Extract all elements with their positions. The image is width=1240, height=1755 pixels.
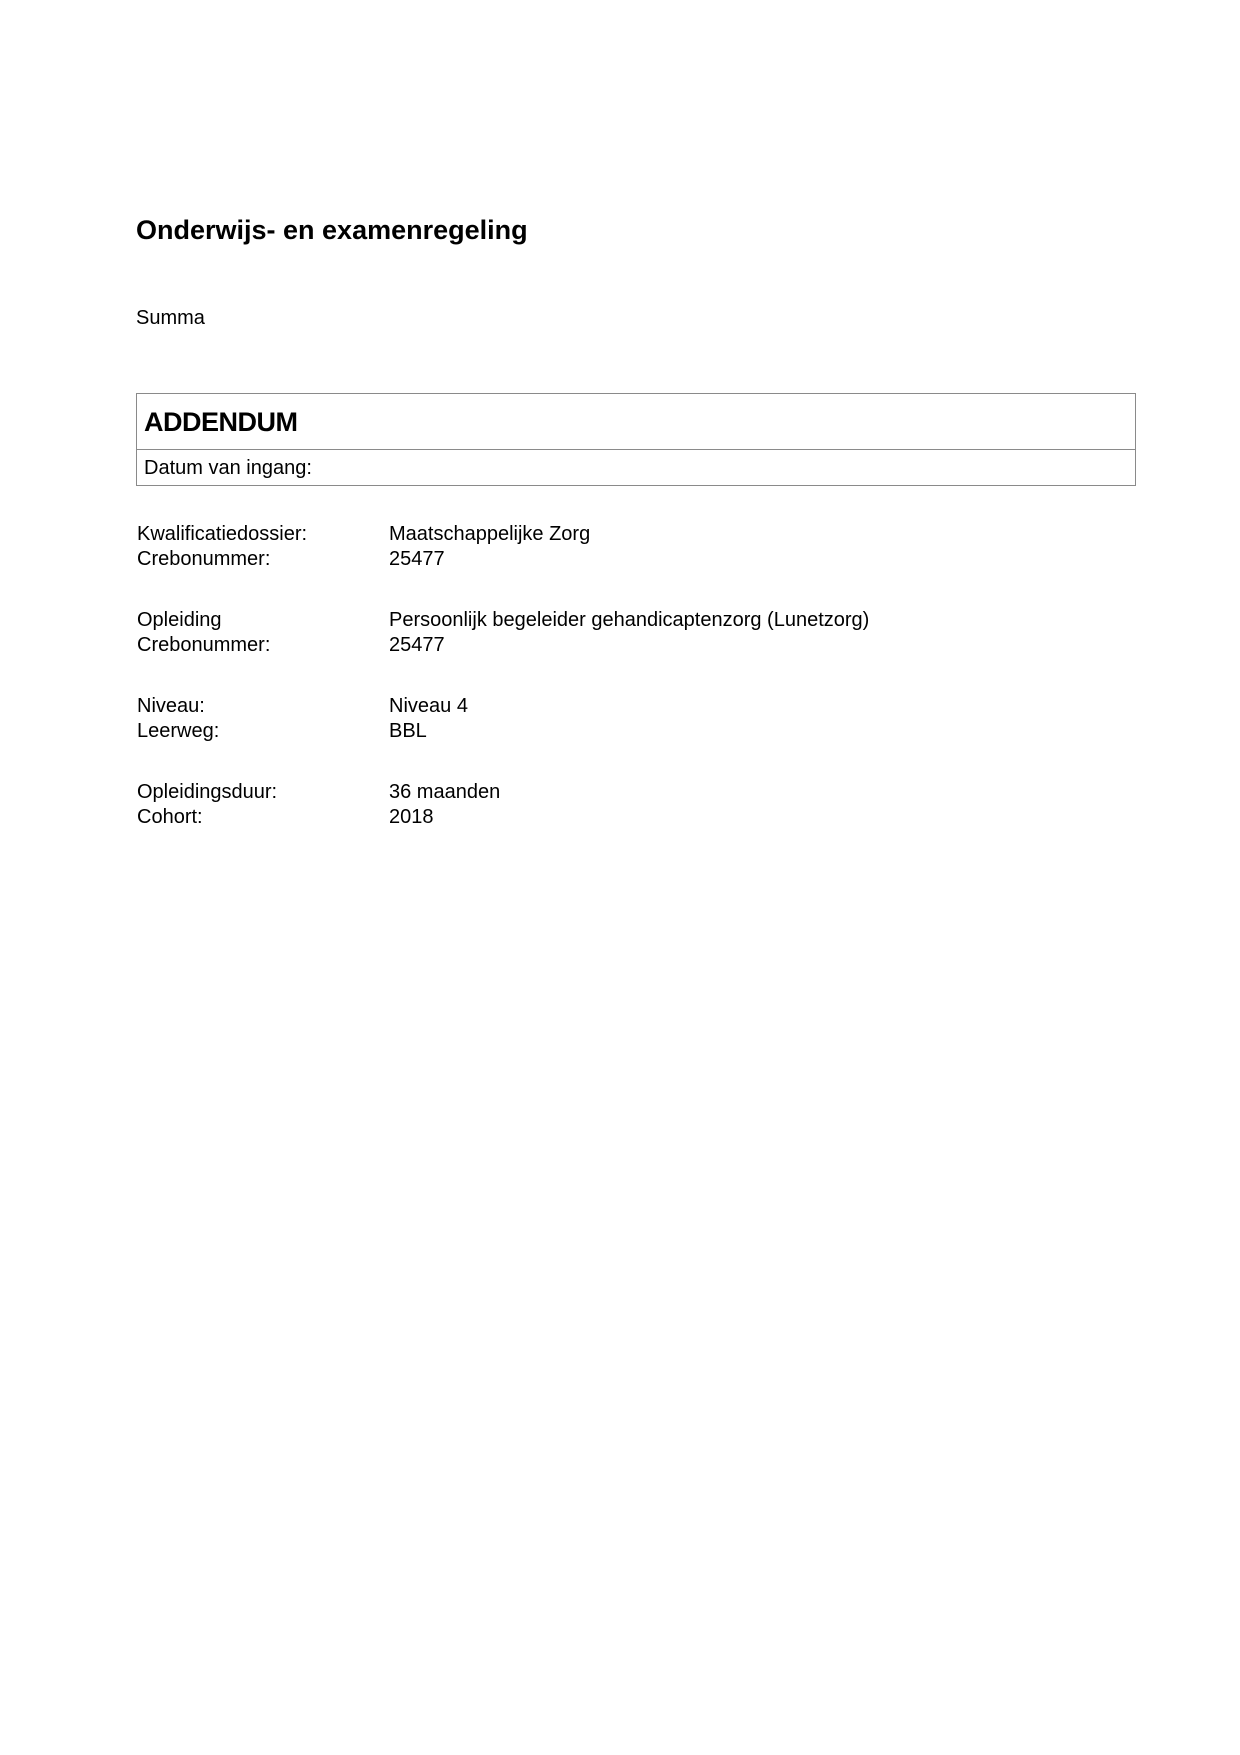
detail-value: 25477 xyxy=(389,548,445,570)
detail-row-kwalificatiedossier xyxy=(0,521,1240,547)
addendum-table xyxy=(136,393,1136,486)
detail-row-crebonummer-opleiding xyxy=(0,632,1240,658)
detail-row-leerweg xyxy=(0,718,1240,744)
organization-name: Summa xyxy=(136,307,205,329)
start-date-label: Datum van ingang: xyxy=(144,457,312,479)
detail-value: Maatschappelijke Zorg xyxy=(389,523,591,545)
detail-value: 36 maanden xyxy=(389,781,501,803)
addendum-title: ADDENDUM xyxy=(144,407,298,437)
detail-label: Niveau: xyxy=(137,695,205,717)
detail-value: 25477 xyxy=(389,634,445,656)
detail-label: Crebonummer: xyxy=(137,548,271,570)
detail-label: Opleidingsduur: xyxy=(137,781,278,803)
detail-row-opleidingsduur xyxy=(0,779,1240,805)
detail-label: Cohort: xyxy=(137,806,203,828)
detail-value: Niveau 4 xyxy=(389,695,468,717)
detail-value: 2018 xyxy=(389,806,434,828)
detail-label: Opleiding xyxy=(137,609,222,631)
detail-row-crebonummer-dossier xyxy=(0,546,1240,572)
detail-label: Leerweg: xyxy=(137,720,220,742)
detail-value: BBL xyxy=(389,720,427,742)
detail-row-opleiding xyxy=(0,607,1240,633)
detail-row-cohort xyxy=(0,804,1240,830)
addendum-header-cell xyxy=(137,394,1135,450)
detail-row-niveau xyxy=(0,693,1240,719)
addendum-date-cell xyxy=(137,450,1135,486)
detail-label: Crebonummer: xyxy=(137,634,271,656)
detail-value: Persoonlijk begeleider gehandicaptenzorg (Lunetzorg) xyxy=(389,609,870,631)
detail-label: Kwalificatiedossier: xyxy=(137,523,308,545)
document-title: Onderwijs- en examenregeling xyxy=(136,215,528,245)
